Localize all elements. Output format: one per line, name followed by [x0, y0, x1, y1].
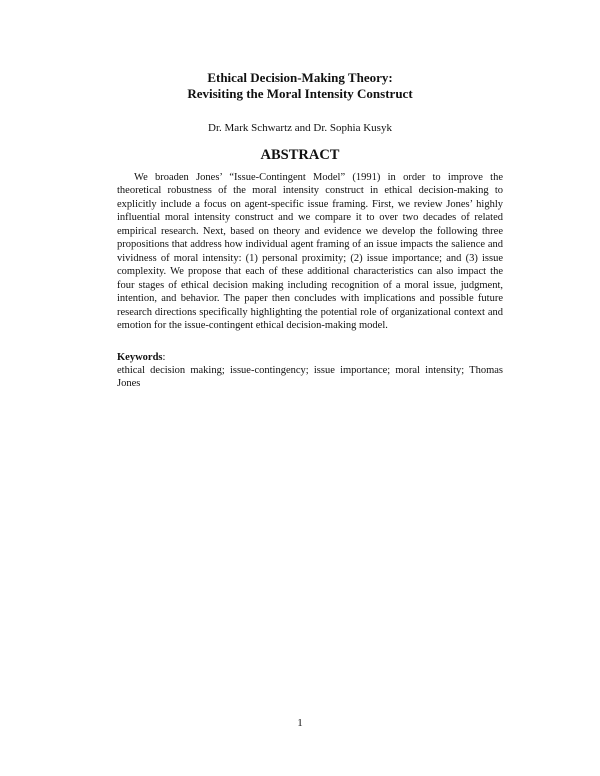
page-number: 1: [297, 717, 303, 729]
abstract-body: We broaden Jones’ “Issue-Contingent Model” (1991) in order to improve the theoretical robustness of the moral intensity construct in ethical decision-making to explicitly include a focus on agent-specific issue framing. First, we review Jones’ highly influential moral intensity construct and we compare it to over two decades of related empirical research. Next, based on theory and evidence we develop the following three propositions that address how individual agent framing of an issue impacts the salience and vividness of moral intensity: (1) personal proximity; (2) issue importance; and (3) issue complexity. We propose that each of these additional characteristics can also impact the four stages of ethical decision making including recognition of a moral issue, judgment, intention, and behavior. The paper then concludes with implications and possible future research directions specifically highlighting the potential role of organizational context and emotion for the issue-contingent ethical decision-making model.: [117, 172, 503, 331]
keywords-label-colon: :: [162, 352, 166, 363]
keywords-label: [117, 351, 165, 364]
paper-title: [0, 70, 600, 102]
author-line: Dr. Mark Schwartz and Dr. Sophia Kusyk: [208, 122, 392, 134]
paper-title-line-2: Revisiting the Moral Intensity Construct: [187, 86, 413, 101]
keywords-label-text: Keywords: [117, 352, 163, 363]
paper-title-line-1: Ethical Decision-Making Theory:: [207, 70, 393, 85]
keywords-text: ethical decision making; issue-contingency; issue importance; moral intensity; Thomas Jones: [117, 365, 503, 390]
abstract-heading: ABSTRACT: [260, 147, 340, 163]
